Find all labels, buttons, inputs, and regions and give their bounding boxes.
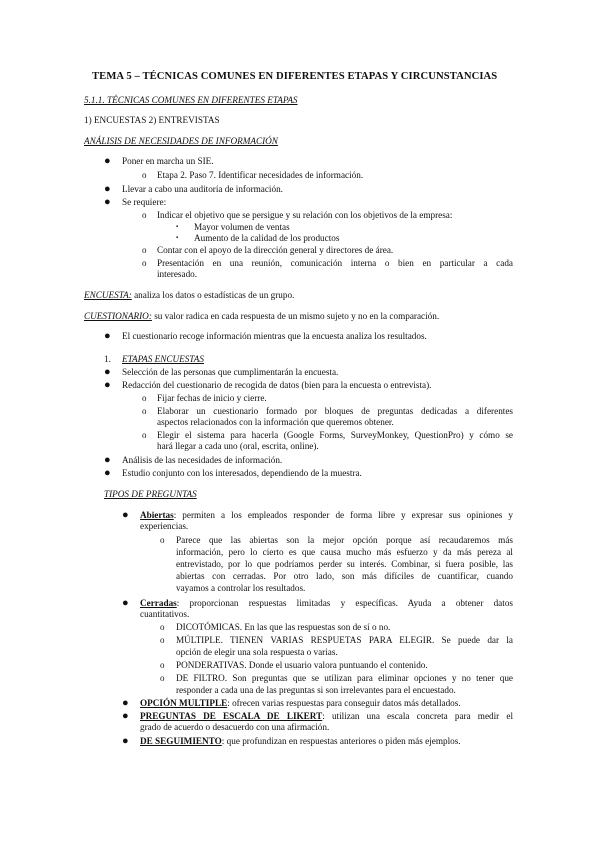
circle-marker: o — [160, 535, 165, 545]
circle-marker: o — [142, 170, 147, 180]
cerrada-multiple-line-2: opción de elegir una sola respuesta o varias. — [176, 647, 338, 657]
abiertas-label: Abiertas — [140, 510, 174, 520]
likert-line-2: grado de acuerdo o desacuerdo con una afirmación. — [140, 722, 330, 732]
cerradas-line-1 — [140, 598, 513, 609]
bullet-marker: ● — [104, 379, 111, 391]
bullet-marker: ● — [104, 330, 111, 342]
likert-text: : utilizan una escala concreta para medir el — [322, 711, 514, 721]
abiertas-line-1 — [140, 510, 513, 521]
square-marker: ▪ — [176, 235, 179, 241]
cerrada-filtro-line-2: responder a cada una de las preguntas si son irrelevantes para el encuestado. — [176, 685, 456, 695]
cerradas-text: : proporcionan respuestas limitadas y específicas. Ayuda a obtener datos — [176, 598, 513, 608]
etapas-number: 1. — [104, 354, 111, 364]
square-marker: ▪ — [176, 224, 179, 230]
etapa-3: Análisis de las necesidades de información. — [122, 455, 283, 465]
abiertas-note-line-1: Parece que las abiertas son la mejor opción porque así recaudaremos más — [176, 535, 513, 545]
analisis-item-2: Llevar a cabo una auditoría de información. — [122, 184, 283, 194]
etapa-2-sub-1: Fijar fechas de inicio y cierre. — [157, 393, 267, 403]
page-title: TEMA 5 – TÉCNICAS COMUNES EN DIFERENTES ETAPAS Y CIRCUNSTANCIAS — [92, 71, 498, 82]
etapa-2-sub-2-line-1: Elaborar un cuestionario formado por bloques de preguntas dedicadas a diferentes — [157, 406, 513, 416]
circle-marker: o — [142, 406, 147, 416]
abiertas-note-line-5: vayamos a controlar los resultados. — [176, 583, 306, 593]
bullet-marker: ● — [104, 196, 111, 208]
analisis-item-3-sub-1: Indicar el objetivo que se persigue y su relación con los objetivos de la empresa: — [157, 210, 453, 220]
etapa-4: Estudio conjunto con los interesados, dependiendo de la muestra. — [122, 468, 362, 478]
encuesta-text: analiza los datos o estadísticas de un grupo. — [131, 290, 295, 300]
encuesta-definition — [84, 290, 294, 301]
cuestionario-bullet: El cuestionario recoge información mientras que la encuesta analiza los resultados. — [122, 331, 427, 341]
circle-marker: o — [142, 393, 147, 403]
encuestas-entrevistas-line: 1) ENCUESTAS 2) ENTREVISTAS — [84, 115, 220, 125]
circle-marker: o — [160, 673, 165, 683]
seguimiento-line — [140, 736, 461, 747]
seguimiento-label: DE SEGUIMIENTO — [140, 736, 222, 746]
circle-marker: o — [160, 635, 165, 645]
etapa-2-sub-3-line-1: Elegir el sistema para hacerla (Google Forms, SurveyMonkey, QuestionPro) y cómo se — [157, 430, 513, 440]
seguimiento-text: : que profundizan en respuestas anteriores o piden más ejemplos. — [221, 736, 461, 746]
tipos-heading: TIPOS DE PREGUNTAS — [104, 489, 197, 499]
cuestionario-label: CUESTIONARIO: — [84, 311, 152, 321]
circle-marker: o — [142, 210, 147, 220]
cerradas-line-2: cuantitativos. — [140, 609, 190, 619]
bullet-marker: ● — [104, 183, 111, 195]
bullet-marker: ● — [104, 366, 111, 378]
abiertas-note-line-2: información, pero lo cierto es que causa mucho más esfuerzo y da más pereza al — [176, 547, 513, 557]
abiertas-text: : permiten a los empleados responder de forma libre y expresar sus opiniones y — [173, 510, 513, 520]
circle-marker: o — [142, 430, 147, 440]
etapa-2-sub-2-line-2: aspectos relacionados con la información que queremos obtener. — [157, 417, 394, 427]
analisis-item-1-sub: Etapa 2. Paso 7. Identificar necesidades de información. — [157, 170, 364, 180]
bullet-marker: ● — [122, 697, 129, 709]
objetivo-calidad: Aumento de la calidad de los productos — [194, 233, 340, 243]
cerrada-multiple-line-1: MÚLTIPLE. TIENEN VARIAS RESPUETAS PARA ELEGIR. Se puede dar la — [176, 635, 513, 645]
analisis-item-3-sub-2: Contar con el apoyo de la dirección general y directores de área. — [157, 245, 394, 255]
section-subtitle: 5.1.1. TÉCNICAS COMUNES EN DIFERENTES ETAPAS — [84, 95, 298, 105]
abiertas-note-line-4: abiertas con cerradas. Por otro lado, son más difíciles de cuantificar, cuando — [176, 571, 513, 581]
cuestionario-text: su valor radica en cada respuesta de un mismo sujeto y no en la comparación. — [151, 311, 440, 321]
circle-marker: o — [142, 245, 147, 255]
analisis-item-3: Se requiere: — [122, 197, 167, 207]
cerrada-ponderativas: PONDERATIVAS. Donde el usuario valora puntuando el contenido. — [176, 660, 428, 670]
analisis-heading: ANÁLISIS DE NECESIDADES DE INFORMACIÓN — [84, 136, 278, 146]
etapa-2: Redacción del cuestionario de recogida de datos (bien para la encuesta o entrevista). — [122, 380, 432, 390]
cerrada-dicotomicas: DICOTÓMICAS. En las que las respuestas son de sí o no. — [176, 622, 391, 632]
circle-marker: o — [160, 622, 165, 632]
circle-marker: o — [142, 258, 147, 268]
bullet-marker: ● — [122, 509, 129, 521]
opcion-multiple-text: : ofrecen varias respuestas para conseguir datos más detallados. — [227, 698, 461, 708]
etapa-1: Selección de las personas que cumplimentarán la encuesta. — [122, 367, 339, 377]
bullet-marker: ● — [122, 597, 129, 609]
likert-line-1 — [140, 711, 513, 722]
likert-label: PREGUNTAS DE ESCALA DE LIKERT — [140, 711, 323, 721]
analisis-item-3-sub-3-line-1: Presentación en una reunión, comunicación interna o bien en particular a cada — [157, 258, 513, 268]
circle-marker: o — [160, 660, 165, 670]
cerradas-label: Cerradas — [140, 598, 177, 608]
bullet-marker: ● — [122, 735, 129, 747]
opcion-multiple-label: OPCIÓN MULTIPLE — [140, 698, 228, 708]
analisis-item-1: Poner en marcha un SIE. — [122, 156, 214, 166]
objetivo-ventas: Mayor volumen de ventas — [194, 222, 290, 232]
etapas-heading: ETAPAS ENCUESTAS — [122, 354, 204, 364]
bullet-marker: ● — [104, 454, 111, 466]
bullet-marker: ● — [104, 155, 111, 167]
etapa-2-sub-3-line-2: hará llegar a cada uno (oral, escrita, online). — [157, 441, 319, 451]
abiertas-line-2: experiencias. — [140, 521, 189, 531]
encuesta-label: ENCUESTA: — [84, 290, 132, 300]
bullet-marker: ● — [122, 710, 129, 722]
opcion-multiple-line — [140, 698, 461, 709]
cuestionario-definition — [84, 311, 439, 322]
abiertas-note-line-3: entrevistado, por lo que podríamos perder su interés. Combinar, si fuera posible, las — [176, 559, 513, 569]
bullet-marker: ● — [104, 467, 111, 479]
cerrada-filtro-line-1: DE FILTRO. Son preguntas que se utilizan para eliminar opciones y no tener que — [176, 673, 513, 683]
analisis-item-3-sub-3-line-2: interesado. — [157, 269, 198, 279]
